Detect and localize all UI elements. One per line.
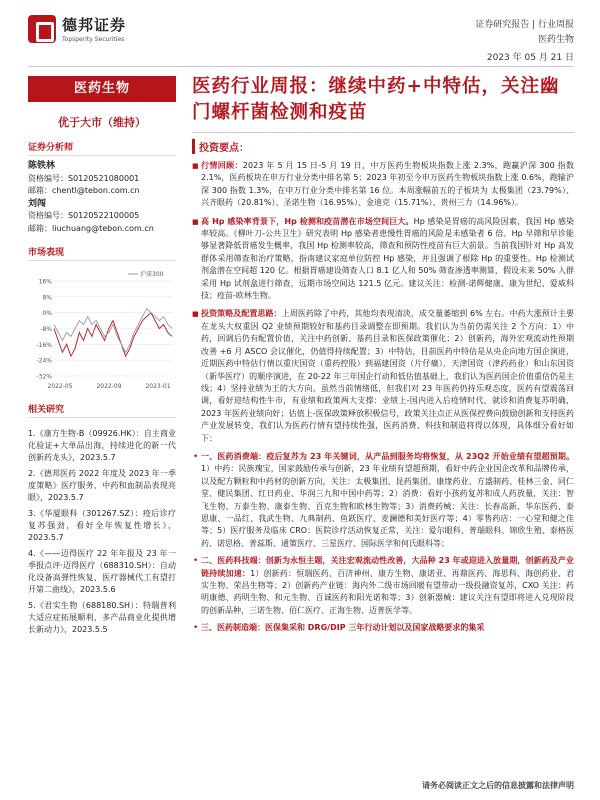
report-title: 医药行业周报：继续中药+中特估，关注幽门螺杆菌检测和疫苗 — [192, 76, 560, 123]
report-meta — [475, 18, 574, 66]
x-tick-label: 2022-05 — [47, 383, 73, 390]
y-tick-label: 0% — [42, 310, 52, 318]
sector-point-head: 二、医药科技端：创新为永恒主题，关注宏观流动性改善，大品种 23 年或迎进入放量期，创新药及产业链持续加速： — [201, 556, 574, 578]
analyst-cert: 资格编号：S0120521080001 — [28, 173, 140, 183]
related-item[interactable]: 4.《——迈得医疗 22 年年报及 23 年一季报点评·迈得医疗（688310.SH）：自动化设备高弹性恢复，医疗器械代工有望打开第二曲线》，2023.5.6 — [28, 549, 176, 594]
bullet-head: 高 Hp 感染率背景下，Hp 检测和疫苗潜在市场空间巨大。 — [201, 216, 414, 226]
report-type: 证券研究报告 | 行业周报 — [475, 20, 574, 30]
y-tick-label: -16% — [36, 341, 52, 349]
summary-label: 投资要点： — [192, 139, 574, 154]
analyst-email[interactable]: 邮箱：chentl@tebon.com.cn — [28, 186, 140, 195]
analyst-cert: 资格编号：S0120522100005 — [28, 211, 140, 220]
sector-point — [192, 622, 574, 634]
y-tick-label: -32% — [36, 373, 52, 381]
summary-bullet — [192, 216, 574, 303]
analyst-name: 陈铁林 — [28, 161, 56, 171]
sector-point-head: 一、医药消费端：疫后复苏为 23 年关键词，从产品到服务均将恢复，从 23Q2 开始业绩有望超预期。 — [201, 451, 574, 461]
bullet-head: 行情回顾： — [201, 161, 243, 170]
bullet-head: 投资策略及配置思路： — [201, 309, 282, 319]
related-list — [28, 428, 176, 636]
main-content — [192, 74, 574, 640]
x-tick-label: 2022-09 — [96, 383, 122, 390]
brand-mark-icon — [28, 15, 56, 43]
analyst-email[interactable]: 邮箱：liuchuang@tebon.com.cn — [28, 223, 154, 233]
header-divider — [28, 66, 574, 67]
category-banner: 医药生物 — [28, 76, 176, 102]
series-line — [54, 309, 172, 353]
brand-logo — [28, 14, 126, 43]
summary — [192, 139, 574, 635]
sector-point-text: 1）创新药：恒瑞医药、百济神州、康方生物、康诺亚、再鼎医药、海思科、海创药业、君实生物、荣昌生物等；2）创新药产业链：海内外二级市场回暖有望带动一级投融资复苏，CXO 关注：药明康德、药明生物、和元生物、百诚医药和阳光诺和等；3）创新器械：建议关注有望即将进入兑现阶段的创新品种，三诺生物、佰仁医疗、正海生物、迈普医学等。 — [201, 568, 575, 615]
legend-label: 沪深300 — [140, 271, 164, 278]
market-label: 市场表现 — [28, 245, 176, 261]
y-tick-label: 8% — [42, 294, 52, 302]
y-tick-label: -24% — [36, 357, 52, 365]
summary-bullet — [192, 160, 574, 210]
y-tick-label: 16% — [38, 278, 52, 286]
analyst-label: 证券分析师 — [28, 140, 176, 156]
related-item[interactable]: 2.《德邦医药 2022 年度及 2023 年一季度策略》医疗服务、中药和血制品表现亮眼》，2023.5.7 — [28, 469, 176, 502]
market-chart — [28, 267, 176, 392]
report-sector: 医药生物 — [537, 35, 574, 45]
disclaimer-footer: 请务必阅读正文之后的信息披露和法律声明 — [422, 781, 574, 790]
page-header — [0, 0, 600, 68]
sector-point-head: 三、医药制造端：医保集采和 DRG/DIP 三年行动计划以及国家战略要求的集采 — [201, 623, 485, 633]
related-item[interactable]: 1.《康方生物-B（09926.HK）：自主商业化验证+大单品出海，持续进化的新一代创新药龙头》，2023.5.7 — [28, 429, 176, 462]
sector-point — [192, 451, 574, 550]
sidebar — [28, 76, 176, 640]
bullet-text: 上周医药除了中药，其他均表现清淡，成交量萎缩到 6% 左右。中药大涨预计主要在龙头大权重因 Q2 业绩预期较好和基药目录调整在即预期。我们认为当前仍需关注 2 个方向：1）中药，回调后仍有配置价值，关注中药创新、基药目录和医保政策催化；2）创新药，海外宏观流动性预期改善 +6 月 ASCO 会议催化，仍值得持续配置；3）中特估，目前医药中特估是从央企向地方国企演进，近期医药中特估行情以重庆国资（重药控股）到福建国资（片仔癀）、天津国资（津药药业）和山东国资（新华医疗）的顺序演进，在 20-22 年三年国企行动和低估值基础上，我们认为医药国企价值重估仍是主线；4）坚持业绩为王的大方向。虽然当前情绪低，但我们对 23 年医药仍持乐观态度，医药有望震荡回调，看好迎结构性牛市，有业绩和政策两大支撑：业绩上-国内进入后疫情时代，就诊和消费复苏明确，2023 年医药业绩向好；估值上-医保政策释放积极信号，政策关注点正从医保控费向鼓励创新和支持医药产业发展转变，我们认为医药行情有望持续性强，医药消费、科技和制造将得以体现，具体细分看好如下： — [201, 309, 574, 443]
analyst-name: 刘闯 — [28, 198, 47, 209]
related-item[interactable]: 3.《华厦眼科（301267.SZ）：疫后诊疗复苏强劲，看好全年恢复性增长》，2023.5.7 — [28, 509, 176, 542]
rating: 优于大市（维持） — [58, 116, 146, 129]
x-tick-label: 2023-01 — [145, 383, 171, 390]
brand-name: 德邦证券 — [62, 16, 127, 34]
related-label: 相关研究 — [28, 402, 176, 418]
bullet-text: Hp 感染是胃癌的高风险因素，我国 Hp 感染率较高。《柳叶刀-公共卫生》研究表明 Hp 感染者患慢性胃癌的风险是未感染者 6 倍。Hp 早筛和早诊能够显著降低胃癌发生概率，我国 Hp 检测率较高，筛查和预防性疫苗有巨大前景。当前我国针对 Hp 高发群体采用筛查和治疗策略，指南建议家庭单位防控 Hp 感染，并且强调了根除 Hp 的重要性。Hp 检测试剂盒潜在空间超 120 亿。根据胃癌建设筛查人口 8.1 亿人和 50% 筛查渗透率测算，假设未来 50% 人群采用 Hp 试剂盒进行筛查，远期市场空间达 121.5 亿元。建议关注：检测-诺辉健康、康为世纪、爱威科技；疫苗-欧林生物。 — [201, 216, 574, 301]
y-tick-label: -8% — [40, 326, 52, 333]
brand-name-en: Topsperity Securities — [62, 36, 125, 43]
market-chart-svg — [28, 267, 176, 392]
summary-bullet — [192, 308, 574, 444]
sector-point — [192, 555, 574, 617]
sector-point-text: 1）中药：民族瑰宝，国家鼓励传承与创新，23 年业绩有望超预期，看好中药企业国企改革和品牌传承，以及配方颗粒和中药材的创新方向，关注：太极集团、昆药集团、康缘药业、方盛制药、桂林三金、同仁堂、健民集团、红日药业、华润三九和中国中药等；2）消费：看好小孩药复苏和成人药放量，关注：智飞生物、万泰生物、康泰生物、百克生物和欧林生物等；3）消费药械：关注：长春高新、华东医药、泰恩康、一品红、我武生物、九典制药、鱼跃医疗、麦澜德和美好医疗等；4）零售药店：一心堂和健之佳等；5）医疗服务及临床 CRO：医院诊疗活动恢复正常，关注：爱尔眼科、普瑞眼科、锦欣生殖、泰格医药、诺思格、普蕊斯、通策医疗、三星医疗、国际医学和何氏眼科等； — [201, 464, 574, 548]
related-item[interactable]: 5.《君实生物（688180.SH）：特瑞普利大适应症拓展顺利，多产品商业化提供增长新动力》，2023.5.5 — [28, 601, 176, 634]
title-divider — [192, 132, 574, 133]
bullet-text: 2023 年 5 月 15 日-5 月 19 日，中万医药生物板块指数上涨 2.3%，跑赢沪深 300 指数 2.1%，医药板块在申万行业分类中排名第 5；2023 年初至今申万医药生物板块指数上涨 0.6%，跑输沪深 300 指数 1.3%，在申万行业分类中排名第 16 位。本周涨幅前五的子板块为 太极集团（23.79%）、兴齐眼药（20.81%）、圣诺生物（16.95%）、金迪克（15.71%）、贵州三力（14.96%）。 — [201, 161, 575, 208]
analyst-block — [28, 160, 176, 235]
report-date: 2023 年 05 月 21 日 — [486, 53, 574, 63]
